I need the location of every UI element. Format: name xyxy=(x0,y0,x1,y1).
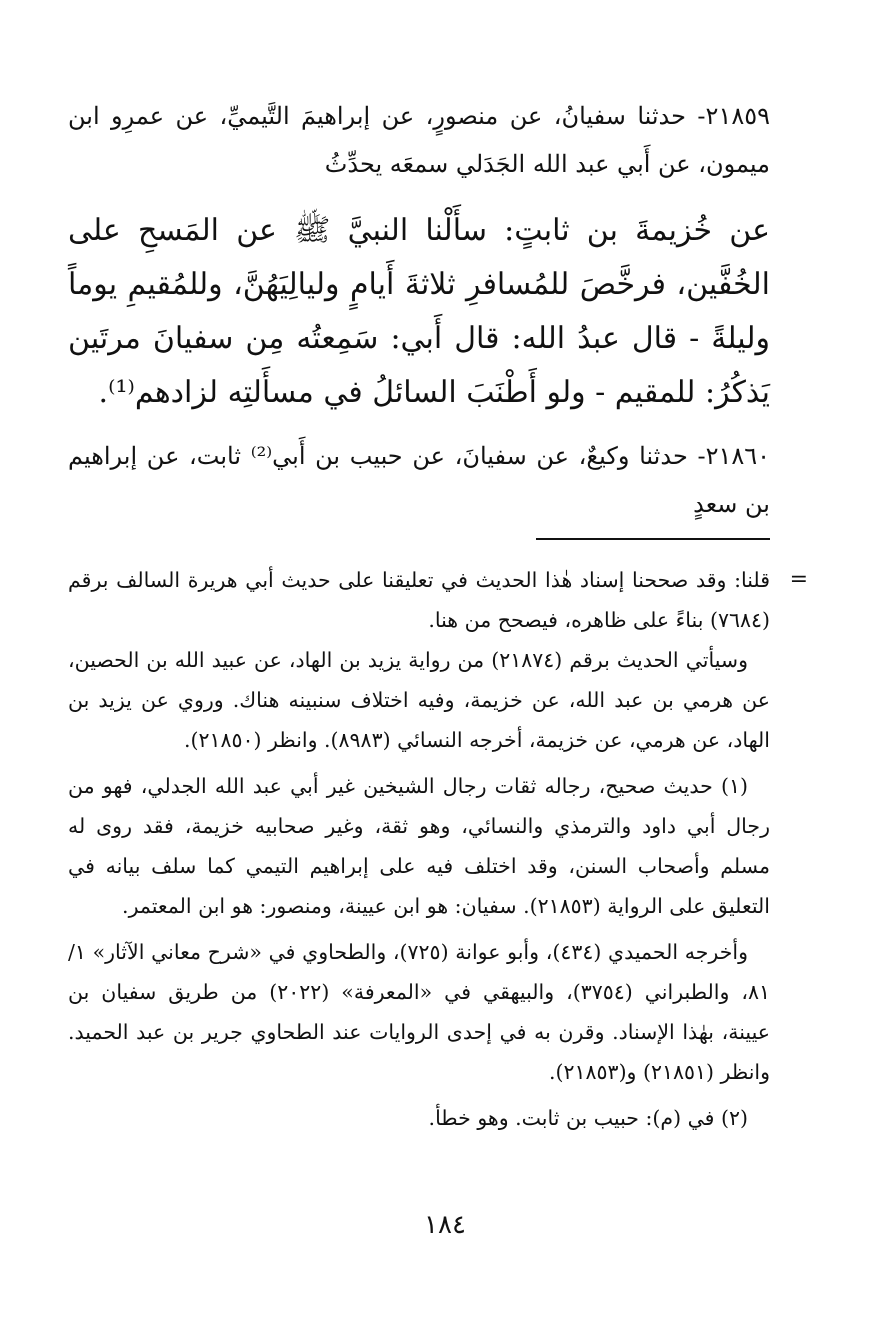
footnotes xyxy=(68,560,808,1138)
footnote-continuation-para-1: قلنا: وقد صححنا إسناد هٰذا الحديث في تعليقنا على حديث أبي هريرة السالف برقم (٧٦٨٤) بناءً على ظاهره، فيصحح من هنا. xyxy=(68,568,770,632)
hadith-21860-chain: ٢١٨٦٠- حدثنا وكيعٌ، عن سفيانَ، عن حبيب بن أَبي⁽²⁾ ثابت، عن إبراهيم بن سعدٍ xyxy=(68,442,771,518)
footnote-separator xyxy=(536,538,770,540)
continuation-mark: = xyxy=(789,567,808,592)
hadith-21859-text: عن خُزيمةَ بن ثابتٍ: سأَلْنا النبيَّ ﷺ عن المَسحِ على الخُفَّين، فرخَّصَ للمُسافرِ ثلاثةَ أَيامٍ وليالِيَهُنَّ، وللمُقيمِ يوماً وليلةً - قال عبدُ الله: قال أَبي: سَمِعتُه مِن سفيانَ مرتَين يَذكُرُ: للمقيم - ولو أَطْنَبَ السائلُ في مسأَلتِه لزادهم⁽¹⁾. xyxy=(68,213,770,410)
footnote-1-sources: وأخرجه الحميدي (٤٣٤)، وأبو عوانة (٧٢٥)، والطحاوي في «شرح معاني الآثار» ١/ ٨١، والطبراني (٣٧٥٤)، والبيهقي في «المعرفة» (٢٠٢٢) من طريق سفيان بن عيينة، بهٰذا الإسناد. وقرن به في إحدى الروايات عند الطحاوي جرير بن عبد الحميد. وانظر (٢١٨٥١) و(٢١٨٥٣). xyxy=(68,940,770,1084)
footnote-continuation-para-2: وسيأتي الحديث برقم (٢١٨٧٤) من رواية يزيد بن الهاد، عن عبيد الله بن الحصين، عن هرمي بن عبد الله، عن خزيمة، وفيه اختلاف سنبينه هناك. وروي عن يزيد بن الهاد، عن هرمي، عن خزيمة، أخرجه النسائي (٨٩٨٣). وانظر (٢١٨٥٠). xyxy=(68,648,770,752)
footnote-continuation xyxy=(68,560,808,760)
footnote-1: (١) حديث صحيح، رجاله ثقات رجال الشيخين غير أبي عبد الله الجدلي، فهو من رجال أبي داود والترمذي والنسائي، وهو ثقة، وغير صحابيه خزيمة، فقد روى له مسلم وأصحاب السنن، وقد اختلف فيه على إبراهيم التيمي كما سلف بيانه في التعليق على الرواية (٢١٨٥٣). سفيان: هو ابن عيينة، ومنصور: هو ابن المعتمر. xyxy=(68,774,770,918)
footnote-2: (٢) في (م): حبيب بن ثابت. وهو خطأ. xyxy=(428,1106,748,1130)
main-text xyxy=(68,92,770,528)
page-number: ١٨٤ xyxy=(424,1210,466,1240)
hadith-21859-chain: ٢١٨٥٩- حدثنا سفيانُ، عن منصورٍ، عن إبراهيمَ التَّيميِّ، عن عمرِو ابن ميمون، عن أَبي عبد الله الجَدَلي سمعَه يحدِّثُ xyxy=(68,102,770,178)
